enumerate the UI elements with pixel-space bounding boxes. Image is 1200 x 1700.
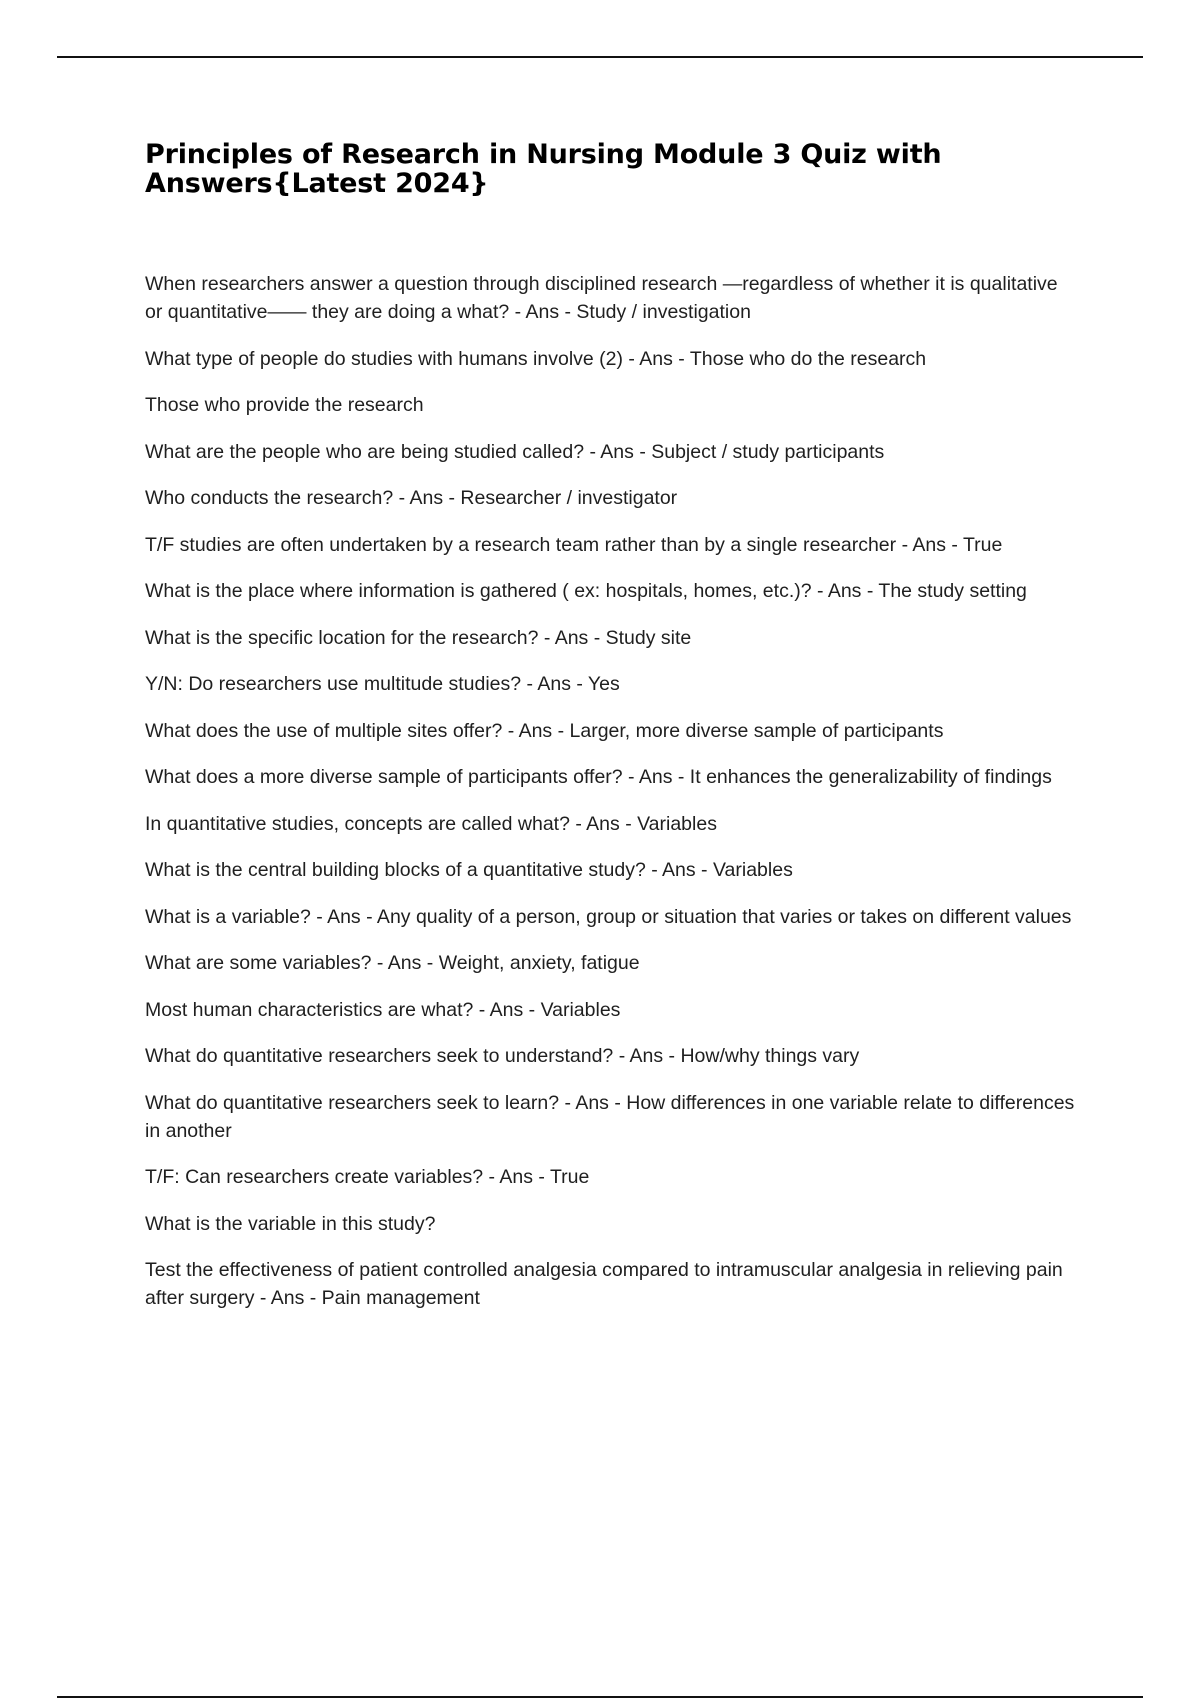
- paragraph: What does the use of multiple sites offer? - Ans - Larger, more diverse sample of participants: [145, 719, 944, 742]
- paragraph: What is the place where information is gathered ( ex: hospitals, homes, etc.)? - Ans - The study setting: [145, 580, 1027, 602]
- paragraph: Y/N: Do researchers use multitude studies? - Ans - Yes: [145, 673, 620, 695]
- paragraph: Most human characteristics are what? - Ans - Variables: [145, 998, 621, 1021]
- paragraph: Who conducts the research? - Ans - Researcher / investigator: [145, 487, 678, 509]
- paragraph: What are some variables? - Ans - Weight, anxiety, fatigue: [145, 952, 640, 974]
- paragraph: What is the variable in this study?: [145, 1212, 436, 1235]
- paragraph: What does a more diverse sample of participants offer? - Ans - It enhances the generalizability of findings: [145, 766, 1052, 788]
- paragraph: When researchers answer a question through disciplined research —regardless of whether it is qualitative or quantitative—— they are doing a what? - Ans - Study / investigation: [145, 273, 1058, 323]
- paragraph: In quantitative studies, concepts are called what? - Ans - Variables: [145, 812, 717, 835]
- paragraph: What do quantitative researchers seek to learn? - Ans - How differences in one variable relate to differences in another: [145, 1091, 1075, 1142]
- paragraph: What do quantitative researchers seek to understand? - Ans - How/why things vary: [145, 1045, 860, 1067]
- paragraph: What is the central building blocks of a quantitative study? - Ans - Variables: [145, 859, 793, 881]
- paragraph: Test the effectiveness of patient controlled analgesia compared to intramuscular analgesia in relieving pain after surgery - Ans - Pain management: [145, 1259, 1063, 1309]
- paragraph: What are the people who are being studied called? - Ans - Subject / study participants: [145, 440, 885, 463]
- bottom-rule: [57, 1696, 1143, 1698]
- paragraph: What is a variable? - Ans - Any quality of a person, group or situation that varies or takes on different values: [145, 905, 1072, 928]
- paragraph: T/F: Can researchers create variables? - Ans - True: [145, 1166, 590, 1188]
- paragraph: T/F studies are often undertaken by a research team rather than by a single researcher - Ans - True: [145, 533, 1003, 556]
- paragraph: Those who provide the research: [145, 394, 424, 416]
- paragraph: What type of people do studies with humans involve (2) - Ans - Those who do the research: [145, 347, 927, 370]
- page-title: Principles of Research in Nursing Module 3 Quiz with Answers{Latest 2024}: [145, 139, 942, 199]
- top-rule: [57, 56, 1143, 58]
- paragraph: What is the specific location for the research? - Ans - Study site: [145, 626, 692, 649]
- document-body: [145, 270, 1075, 1331]
